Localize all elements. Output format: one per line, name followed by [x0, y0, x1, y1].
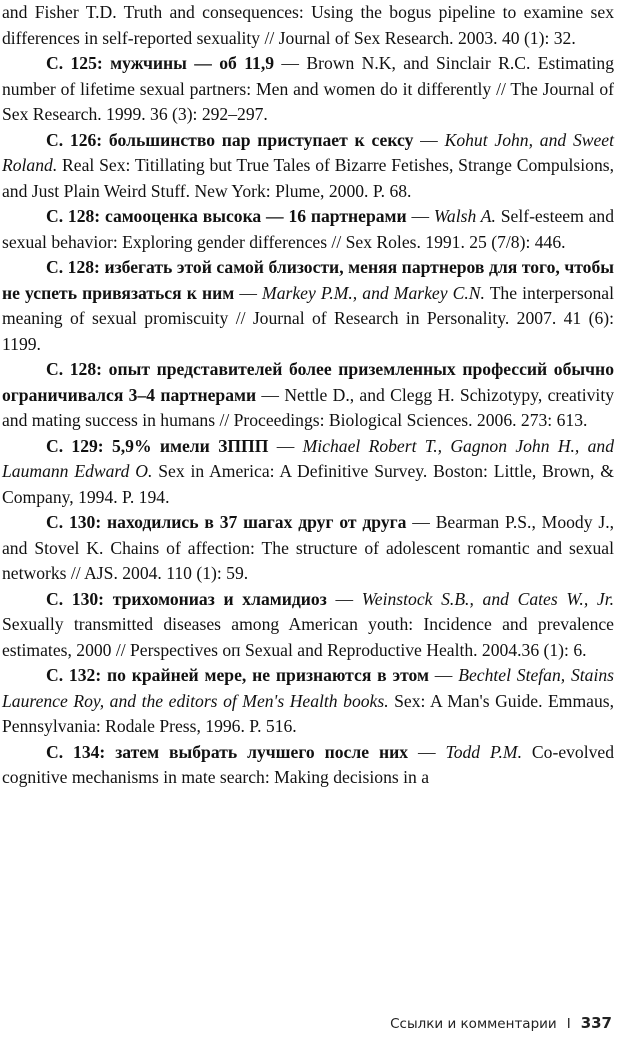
footer-section-title: Ссылки и комментарии — [390, 1016, 557, 1032]
reference-text: Sexually transmitted diseases among American youth: Incidence and prevalence estimates, 2000 // Perspectives оп Sexual and Reproductive Health. 2004.36 (1): 6. — [2, 614, 614, 660]
reference-heading: С. 132: по крайней мере, не признаются в этом — [46, 665, 429, 685]
reference-entry — [2, 357, 614, 434]
reference-text: Sex in America: A Definitive Survey. Boston: Little, Brown, & Company, 1994. P. 194. — [2, 461, 614, 507]
reference-authors: Walsh A. — [433, 206, 496, 226]
reference-text: and Fisher T.D. Truth and consequences: Using the bogus pipeline to examine sex differences in self-reported sexuality // Journal of Sex Research. 2003. 40 (1): 32. — [2, 2, 614, 48]
reference-text: Real Sex: Titillating but True Tales of Bizarre Fetishes, Strange Compulsions, and Just Plain Weird Stuff. New York: Plume, 2000. P. 68. — [2, 155, 614, 201]
reference-entry — [2, 51, 614, 128]
reference-dash: — — [234, 282, 263, 303]
reference-entry — [2, 434, 614, 511]
reference-text: Nettle D., and Clegg H. Schizotypy, creativity and mating success in humans // Proceedings: Biological Sciences. 2006. 273: 613. — [2, 384, 615, 430]
reference-entry — [2, 0, 614, 51]
reference-text: Self-esteem and sexual behavior: Exploring gender differences // Sex Roles. 1991. 25 (7/8): 446. — [2, 206, 614, 252]
reference-text: Bearman P.S., Moody J., and Stovel K. Chains of affection: The structure of adolescent romantic and sexual networks // AJS. 2004. 110 (1): 59. — [2, 512, 615, 583]
reference-dash: — — [413, 129, 445, 150]
reference-authors: Todd P.M. — [445, 741, 522, 762]
reference-entry — [2, 510, 614, 587]
reference-entry — [2, 740, 614, 791]
reference-text: Co-evolved cognitive mechanisms in mate search: Making decisions in a — [2, 741, 615, 787]
reference-authors: Markey P.M., and Markey C.N. — [262, 282, 485, 303]
reference-heading: С. 128: избегать этой самой близости, меняя партнеров для того, чтобы не успеть привязаться к ним — [2, 257, 614, 303]
reference-dash: — — [408, 741, 446, 762]
reference-heading: С. 129: 5,9% имели ЗППП — [46, 435, 269, 456]
reference-heading: С. 126: большинство пар приступает к сексу — [46, 129, 414, 150]
reference-authors: Bechtel Stefan, Stains Laurence Roy, and the editors of Men's Health books. — [2, 665, 614, 711]
reference-dash: — — [326, 588, 362, 609]
reference-heading: С. 130: находились в 37 шагах друг от друга — [46, 512, 407, 532]
reference-text: Sex: A Man's Guide. Emmaus, Pennsylvania: Rodale Press, 1996. P. 516. — [2, 690, 614, 736]
reference-entry — [2, 663, 614, 740]
reference-text: Brown N.K, and Sinclair R.C. Estimating number of lifetime sexual partners: Men and women do it differently // The Journal of Sex Research. 1999. 36 (3): 292–297. — [2, 53, 614, 124]
reference-entry — [2, 128, 614, 205]
reference-heading: С. 125: мужчины — об 11,9 — [46, 53, 275, 73]
reference-entry — [2, 587, 614, 664]
reference-heading: С. 134: затем выбрать лучшего после них — [46, 741, 409, 762]
reference-heading: С. 130: трихомониаз и хламидиоз — [46, 588, 327, 609]
footer-separator: I — [566, 1016, 571, 1032]
reference-entry — [2, 255, 614, 357]
reference-dash: — — [268, 435, 303, 456]
page-number: 337 — [580, 1014, 612, 1032]
reference-heading: С. 128: самооценка высока — 16 партнерами — [46, 206, 407, 226]
reference-dash: — — [274, 53, 307, 73]
reference-list — [2, 0, 614, 791]
reference-heading: С. 128: опыт представителей более приземленных профессий обычно ограничивался 3–4 партнерами — [2, 359, 614, 405]
reference-text: The interpersonal meaning of sexual promiscuity // Journal of Research in Personality. 2007. 41 (6): 1199. — [2, 282, 614, 354]
reference-dash: — — [428, 665, 459, 685]
reference-dash: — — [256, 384, 285, 405]
reference-authors: Kohut John, and Sweet Roland. — [2, 129, 614, 175]
page-footer — [0, 1014, 612, 1032]
reference-dash: — — [406, 512, 436, 532]
reference-authors: Michael Robert T., Gagnon John H., and Laumann Edward O. — [2, 435, 615, 481]
reference-dash: — — [406, 206, 434, 226]
reference-entry — [2, 204, 614, 255]
reference-authors: Weinstock S.B., and Cates W., Jr. — [361, 588, 614, 609]
